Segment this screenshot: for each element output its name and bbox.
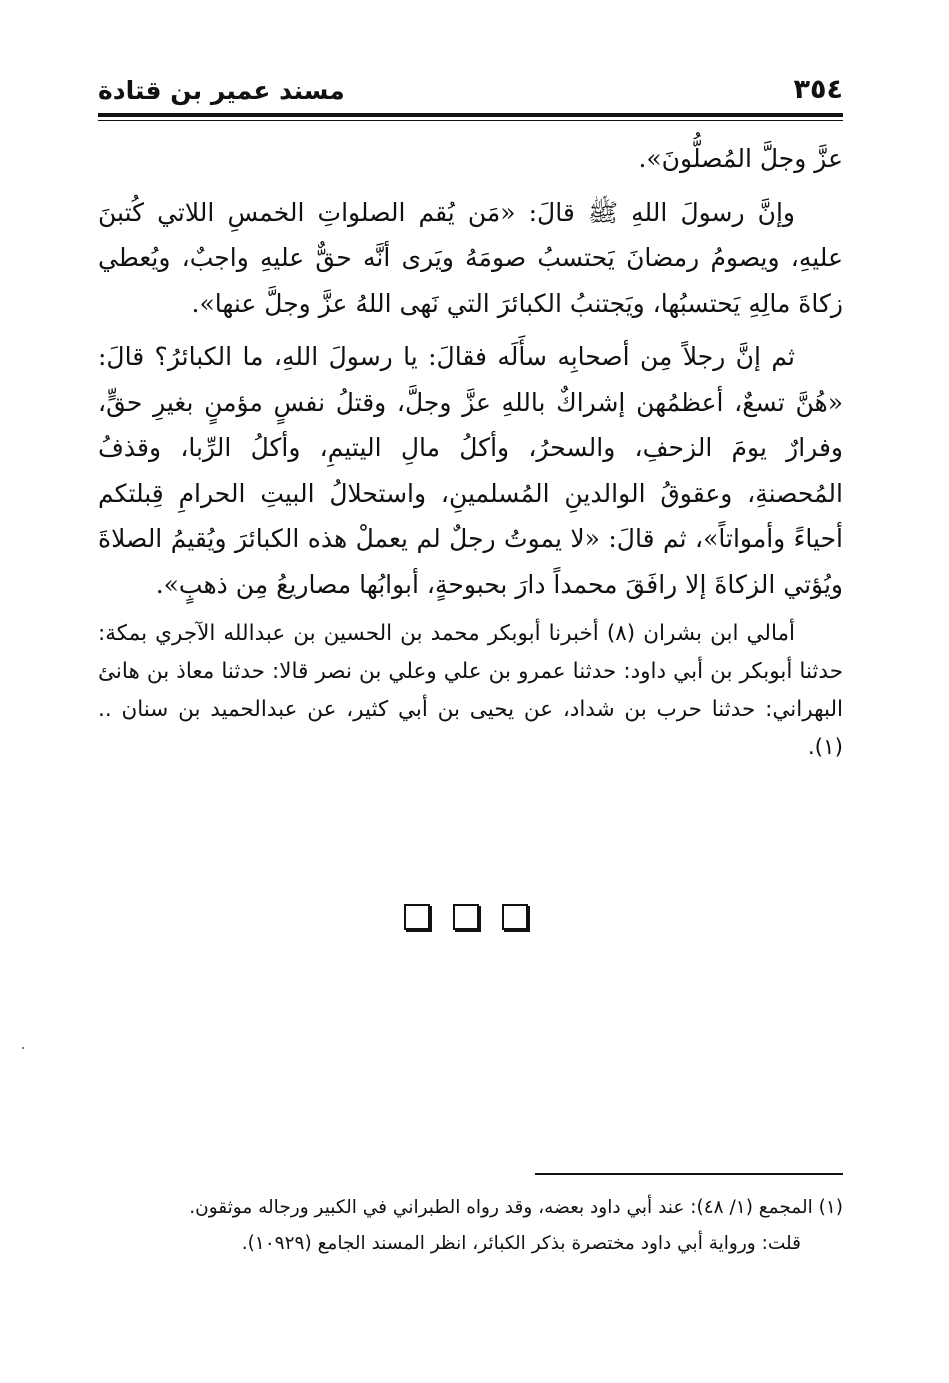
paragraph-2: وإنَّ رسولَ اللهِ ﷺ قالَ: «مَن يُقم الصلواتِ الخمسِ اللاتي كُتبنَ عليهِ، ويصومُ رمضانَ يَحتسبُ صومَهُ ويَرى أنَّه حقٌّ عليهِ واجبٌ، ويُعطي زكاةَ مالِهِ يَحتسبُها، ويَجتنبُ الكبائرَ التي نَهى اللهُ عزَّ وجلَّ عنها». [98, 197, 843, 318]
main-text [98, 136, 843, 775]
page-number: ٣٥٤ [793, 74, 843, 105]
header-title: مسند عمير بن قتادة [98, 76, 345, 105]
running-header [98, 72, 843, 112]
square-ornament-icon [502, 904, 528, 930]
paragraph-3: ثم إنَّ رجلاً مِن أصحابِه سأَلَه فقالَ: يا رسولَ اللهِ، ما الكبائرُ؟ قالَ: «هُنَّ تسعٌ، أعظمُهن إشراكٌ باللهِ عزَّ وجلَّ، وقتلُ نفسٍ مؤمنٍ بغيرِ حقٍّ، وفرارٌ يومَ الزحفِ، والسحرُ، وأكلُ مالِ اليتيمِ، وأكلُ الرِّبا، وقذفُ المُحصنةِ، وعقوقُ الوالدينِ المُسلمينِ، واستحلالُ البيتِ الحرامِ قِبلتكم أحياءً وأمواتاً»، ثم قالَ: «لا يموتُ رجلٌ لم يعملْ هذه الكبائرَ ويُقيمُ الصلاةَ ويُؤتي الزكاةَ إلا رافَقَ محمداً دارَ بحبوحةٍ، أبوابُها مصاريعُ مِن ذهبٍ». [98, 342, 843, 599]
paragraph-4-source: أمالي ابن بشران (٨) أخبرنا أبوبكر محمد بن الحسين بن عبدالله الآجري بمكة: حدثنا أبوبكر بن أبي داود: حدثنا عمرو بن علي وعلي بن نصر قالا: حدثنا معاذ بن هانئ البهراني: حدثنا حرب بن شداد، عن يحيى بن أبي كثير، عن عبدالحميد بن سنان .. (١). [98, 621, 843, 760]
square-ornament-icon [453, 904, 479, 930]
footnote-1-continuation: قلت: ورواية أبي داود مختصرة بذكر الكبائر، انظر المسند الجامع (١٠٩٢٩). [241, 1233, 801, 1254]
paragraph-1: عزَّ وجلَّ المُصلُّونَ». [638, 144, 843, 173]
section-separator [404, 904, 528, 932]
square-ornament-icon [404, 904, 430, 930]
footnote-1: (١) المجمع (١/ ٤٨): عند أبي داود بعضه، وقد رواه الطبراني في الكبير ورجاله موثقون. [189, 1197, 843, 1218]
header-rule-thick [98, 113, 843, 117]
footnote-rule [535, 1173, 843, 1175]
footnotes [98, 1190, 843, 1262]
header-rule-thin [98, 120, 843, 121]
scan-speck [22, 1047, 24, 1049]
